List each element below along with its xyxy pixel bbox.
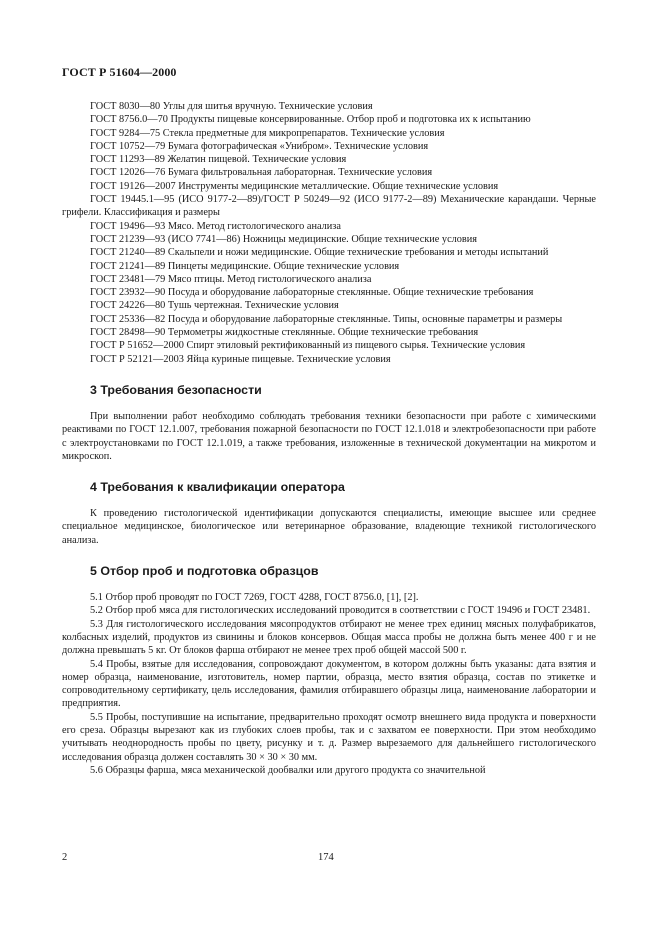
sheet-number: 174 (318, 852, 334, 863)
reference-item: ГОСТ Р 51652—2000 Спирт этиловый ректификованный из пищевого сырья. Технические условия (90, 340, 526, 352)
reference-item: ГОСТ 21240—89 Скальпели и ножи медицинские. Общие технические требования и методы испытаний (90, 247, 549, 259)
reference-item: ГОСТ 8756.0—70 Продукты пищевые консервированные. Отбор проб и подготовка их к испытанию (90, 114, 531, 126)
reference-item: ГОСТ 9284—75 Стекла предметные для микропрепаратов. Технические условия (90, 127, 445, 139)
reference-item: ГОСТ 11293—89 Желатин пищевой. Технические условия (90, 154, 347, 166)
paragraph-5-1: 5.1 Отбор проб проводят по ГОСТ 7269, ГОСТ 4288, ГОСТ 8756.0, [1], [2]. (90, 592, 419, 604)
paragraph-5-3: 5.3 Для гистологического исследования мясопродуктов отбирают не менее трех единиц мясных полуфабрикатов, колбасных изделий, продуктов из свинины и блоков консервов. Общая масса пробы не должна быть менее 400 г и не должна превышать 5 кг. От блоков фарша отбирают не менее трех проб общей массой 500 г. (62, 618, 596, 657)
reference-item: ГОСТ 10752—79 Бумага фотографическая «Унибром». Технические условия (90, 140, 429, 152)
section-5-title: 5 Отбор проб и подготовка образцов (90, 564, 319, 579)
section-3-text: При выполнении работ необходимо соблюдать требования техники безопасности при работе с химическими реактивами по ГОСТ 12.1.007, требования пожарной безопасности по ГОСТ 12.1.018 и электробезопасности при работе с электроустановками по ГОСТ 12.1.019, а также требования, изложенные в технической документации на микротом и микроскоп. (62, 410, 596, 462)
reference-item: ГОСТ 28498—90 Термометры жидкостные стеклянные. Общие технические требования (90, 327, 479, 339)
reference-item: ГОСТ 24226—80 Тушь чертежная. Технические условия (90, 300, 339, 312)
reference-item: ГОСТ 19445.1—95 (ИСО 9177-2—89)/ГОСТ Р 50249—92 (ИСО 9177-2—89) Механические карандаши. Черные грифели. Классификация и размеры (62, 194, 596, 219)
reference-item: ГОСТ 23481—79 Мясо птицы. Метод гистологического анализа (90, 273, 372, 285)
section-4-text: К проведению гистологической идентификации допускаются специалисты, имеющие высшее или среднее специальное медицинское, биологическое или ветеринарное образование, владеющие техникой гистологического анализа. (62, 508, 596, 546)
reference-item: ГОСТ 8030—80 Углы для шитья вручную. Технические условия (90, 101, 373, 112)
reference-item: ГОСТ 19126—2007 Инструменты медицинские металлические. Общие технические условия (90, 180, 499, 192)
paragraph-5-5: 5.5 Пробы, поступившие на испытание, предварительно проходят осмотр внешнего вида продукта и поверхности его среза. Образцы вырезают как из глубоких слоев пробы, так и с захватом ее поверхности. При этом необходимо учитывать неоднородность пробы по цвету, рисунку и т. д. Размер вырезаемого для дальнейшего гистологического исследования образца должен составлять 30 × 30 × 30 мм. (62, 711, 596, 763)
reference-item: ГОСТ 23932—90 Посуда и оборудование лабораторные стеклянные. Общие технические требования (90, 287, 534, 299)
document-body (62, 100, 596, 777)
reference-item: ГОСТ 12026—76 Бумага фильтровальная лабораторная. Технические условия (90, 167, 433, 179)
section-4-title: 4 Требования к квалификации оператора (90, 480, 345, 495)
reference-item: ГОСТ Р 52121—2003 Яйца куриные пищевые. Технические условия (90, 353, 391, 365)
document-header: ГОСТ Р 51604—2000 (62, 65, 177, 79)
reference-item: ГОСТ 21241—89 Пинцеты медицинские. Общие технические условия (90, 260, 400, 272)
reference-item: ГОСТ 25336—82 Посуда и оборудование лабораторные стеклянные. Типы, основные параметры и размеры (90, 313, 563, 325)
references-list (62, 100, 596, 366)
reference-item: ГОСТ 21239—93 (ИСО 7741—86) Ножницы медицинские. Общие технические условия (90, 233, 478, 245)
paragraph-5-4: 5.4 Пробы, взятые для исследования, сопровождают документом, в котором должны быть указаны: дата взятия и номер образца, наименование, изготовитель, номер партии, образца, место взятия образца, состав по этикетке и сопроводительному сертификату, цель исследования, фамилия отбиравшего образцы лица, наименование лаборатории и предприятия. (62, 658, 596, 710)
page-number: 2 (62, 852, 68, 863)
paragraph-5-2: 5.2 Отбор проб мяса для гистологических исследований проводится в соответствии с ГОСТ 19496 и ГОСТ 23481. (90, 605, 591, 617)
reference-item: ГОСТ 19496—93 Мясо. Метод гистологического анализа (90, 220, 341, 232)
section-3-title: 3 Требования безопасности (90, 382, 262, 397)
paragraph-5-6: 5.6 Образцы фарша, мяса механической дообвалки или другого продукта со значительной (90, 764, 486, 776)
